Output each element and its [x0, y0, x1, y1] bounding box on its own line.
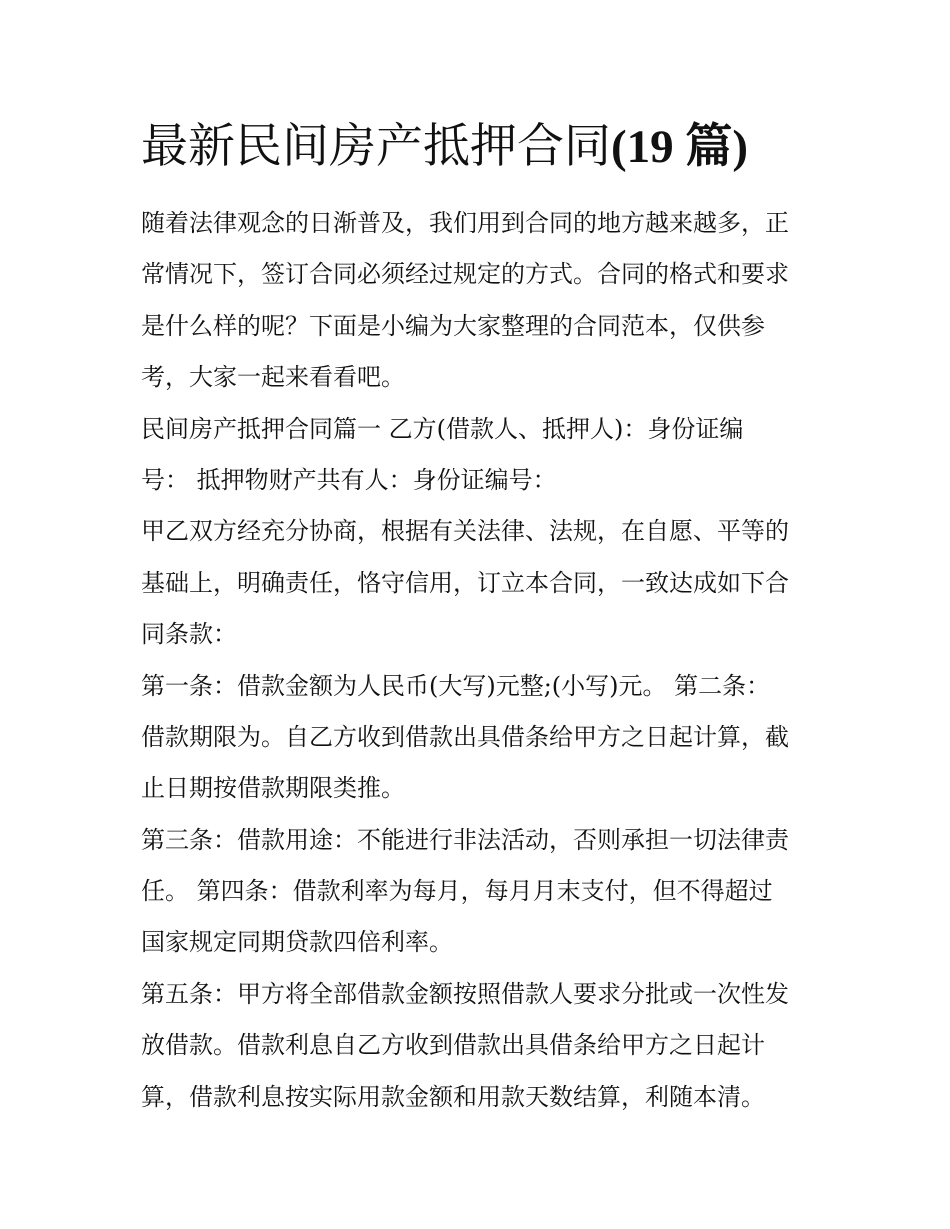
paragraph-line: 号： 抵押物财产共有人：身份证编号：	[141, 465, 557, 494]
paragraph-line: 甲乙双方经充分协商，根据有关法律、法规，在自愿、平等的	[141, 517, 789, 546]
paragraph-line: 止日期按借款期限类推。	[141, 774, 405, 803]
paragraph-line: 借款期限为。自乙方收到借款出具借条给甲方之日起计算，截	[141, 722, 789, 751]
paragraph-article-3-4	[141, 815, 821, 969]
paragraph-line: 常情况下，签订合同必须经过规定的方式。合同的格式和要求	[141, 260, 789, 289]
paragraph-line: 第五条：甲方将全部借款金额按照借款人要求分批或一次性发	[141, 979, 789, 1008]
paragraph-line: 任。 第四条：借款利率为每月，每月月末支付，但不得超过	[141, 877, 773, 906]
paragraph-line: 考，大家一起来看看吧。	[141, 363, 405, 392]
paragraph-line: 国家规定同期贷款四倍利率。	[141, 928, 453, 957]
paragraph-article-5	[141, 969, 821, 1123]
paragraph-line: 同条款：	[141, 620, 237, 649]
paragraph-article-1-2	[141, 661, 821, 815]
paragraph-line: 算，借款利息按实际用款金额和用款天数结算，利随本清。	[141, 1082, 765, 1111]
document-title-main: 最新民间房产抵押合同	[141, 119, 611, 174]
document-title-count: (19 篇)	[611, 121, 749, 173]
paragraph-parties	[141, 404, 821, 507]
paragraph-intro	[141, 198, 821, 404]
paragraph-line: 第一条：借款金额为人民币(大写)元整;(小写)元。 第二条：	[141, 671, 771, 700]
paragraph-line: 放借款。借款利息自乙方收到借款出具借条给甲方之日起计	[141, 1031, 765, 1060]
document-body	[141, 198, 821, 1123]
paragraph-agreement	[141, 506, 821, 660]
paragraph-line: 民间房产抵押合同篇一 乙方(借款人、抵押人)：身份证编	[141, 414, 744, 443]
document-title	[141, 116, 841, 178]
paragraph-line: 基础上，明确责任，恪守信用，订立本合同，一致达成如下合	[141, 568, 789, 597]
paragraph-line: 是什么样的呢？下面是小编为大家整理的合同范本，仅供参	[141, 311, 765, 340]
paragraph-line: 随着法律观念的日渐普及，我们用到合同的地方越来越多，正	[141, 209, 789, 237]
paragraph-line: 第三条：借款用途：不能进行非法活动，否则承担一切法律责	[141, 825, 789, 854]
